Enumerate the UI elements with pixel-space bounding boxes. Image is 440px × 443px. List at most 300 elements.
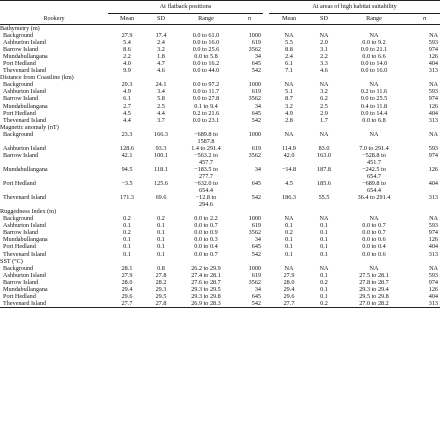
sd-cell: NA — [319, 32, 329, 40]
mean-cell: 42.1 — [121, 151, 133, 159]
n-cell: NA — [429, 32, 438, 40]
rookery-name: Mundabullangana — [3, 236, 48, 244]
sd-cell: 6.2 — [320, 95, 328, 103]
table-row — [0, 194, 440, 208]
range-cell: 0.0 to 16.0 — [192, 39, 220, 47]
table-row — [0, 103, 440, 110]
rookery-name: Background — [3, 81, 34, 89]
n-cell: 126 — [428, 236, 438, 244]
range-cell: 0.0 to 0.7 — [194, 250, 218, 258]
range-cell: 27.6 to 28.7 — [191, 278, 221, 286]
table-row — [0, 46, 440, 53]
sd-cell: 29.5 — [155, 292, 167, 300]
table-row — [0, 286, 440, 293]
range-cell: 27.8 to 28.7 — [359, 278, 389, 286]
table-row — [0, 88, 440, 95]
range-cell: −12.8 to 294.6 — [195, 194, 217, 209]
sd-cell: 2.9 — [320, 109, 328, 117]
mean-cell: 0.2 — [123, 229, 131, 237]
mean-cell: 0.1 — [285, 250, 293, 258]
range-cell: NA — [369, 264, 379, 272]
mean-cell: 0.1 — [123, 222, 131, 230]
mean-cell: 0.2 — [123, 215, 131, 223]
mean-cell: 4.5 — [123, 109, 131, 117]
mean-cell: 186.3 — [282, 194, 296, 202]
n-cell: 34 — [254, 165, 261, 173]
range-cell: 0.2 to 21.6 — [192, 109, 220, 117]
range-cell: 0.0 to 14.4 — [360, 109, 388, 117]
sd-cell: 0.1 — [157, 229, 165, 237]
mean-cell: 4.0 — [123, 60, 131, 68]
section-header-row — [0, 25, 440, 33]
sd-cell: NA — [319, 264, 329, 272]
mean-cell: 4.9 — [123, 88, 131, 96]
n-cell: 34 — [254, 53, 261, 61]
sd-cell: 0.1 — [320, 229, 328, 237]
sd-cell: 118.1 — [154, 165, 168, 173]
mean-cell: NA — [284, 32, 294, 40]
mean-cell: 0.1 — [123, 236, 131, 244]
table-row — [0, 81, 440, 88]
sd-cell: 0.2 — [320, 278, 328, 286]
sd-cell: 3.7 — [157, 116, 165, 124]
rookery-name: Ashburton Island — [3, 39, 46, 47]
sd-cell: 4.4 — [157, 109, 165, 117]
mean-cell: 2.7 — [123, 102, 131, 110]
mean-cell: 94.5 — [121, 165, 133, 173]
n-cell: 404 — [428, 60, 438, 68]
rookery-name: Mundabullangana — [3, 165, 48, 173]
table-body — [0, 25, 440, 308]
section-title: Distance from Coastline (km) — [0, 74, 74, 82]
n-cell: 645 — [251, 109, 261, 117]
section-header-row — [0, 258, 440, 265]
mean-cell: 6.1 — [123, 95, 131, 103]
mean-cell: 0.2 — [285, 229, 293, 237]
mean-cell: −3.5 — [121, 180, 133, 188]
mean-cell: −14.8 — [281, 165, 297, 173]
n-cell: 619 — [251, 39, 261, 47]
range-cell: 0.0 to 16.0 — [360, 67, 388, 75]
sd-cell: 187.8 — [317, 165, 331, 173]
table-row — [0, 265, 440, 272]
range-cell: 26.2 to 29.9 — [191, 264, 221, 272]
n-cell: NA — [429, 81, 438, 89]
n-cell: 593 — [428, 39, 438, 47]
sd-cell: NA — [319, 215, 329, 223]
range-cell: 0.0 to 14.0 — [360, 60, 388, 68]
range-cell: 0.0 to 0.7 — [194, 222, 218, 230]
n-cell: 542 — [236, 300, 263, 308]
table-row — [0, 243, 440, 250]
n-cell: 542 — [251, 116, 261, 124]
sd-cell: 29.3 — [155, 285, 167, 293]
group-header-row — [0, 1, 440, 14]
n-cell: 1000 — [248, 81, 261, 89]
sd-cell: 2.5 — [157, 102, 165, 110]
rookery-name: Barrow Island — [3, 229, 39, 237]
range-cell: 0.0 to 11.7 — [192, 88, 220, 96]
sd-cell: 1.7 — [320, 116, 328, 124]
range-cell: −689.8 to 654.4 — [362, 180, 386, 195]
range-cell: 27.0 to 28.2 — [339, 300, 409, 308]
sd-cell: 83.0 — [318, 144, 330, 152]
sd-cell: 125.6 — [154, 180, 168, 188]
n-cell: 3562 — [248, 95, 261, 103]
range-cell: 0.0 to 0.4 — [362, 243, 386, 251]
range-cell: NA — [369, 130, 379, 138]
mean-cell: 27.9 — [121, 32, 133, 40]
sd-cell: 3.1 — [320, 46, 328, 54]
mean-cell: 0.1 — [285, 236, 293, 244]
section-header-row — [0, 124, 440, 131]
table-row — [0, 152, 440, 166]
sd-cell: 185.6 — [317, 180, 331, 188]
n-cell: NA — [429, 215, 438, 223]
group-header-high-suitability: At areas of high habitat suitability — [269, 1, 440, 14]
mean-cell: 4.4 — [123, 116, 131, 124]
n-cell: 619 — [251, 271, 261, 279]
mean-cell: 28.0 — [121, 278, 133, 286]
mean-cell: 128.6 — [120, 144, 134, 152]
sd-cell: 3.2 — [320, 88, 328, 96]
rookery-name: Thevenard Island — [0, 300, 108, 308]
n-cell: 3562 — [248, 278, 261, 286]
sd-cell: 166.3 — [154, 130, 168, 138]
mean-cell: 5.4 — [123, 39, 131, 47]
sd-cell: 27.8 — [155, 271, 167, 279]
table-row — [0, 95, 440, 102]
range-cell: 0.0 to 25.5 — [360, 95, 388, 103]
n-cell: 34 — [254, 236, 261, 244]
n-cell: 593 — [428, 88, 438, 96]
n-cell: 974 — [428, 278, 438, 286]
n-cell: 542 — [251, 194, 261, 202]
mean-cell: 5.5 — [285, 39, 293, 47]
sd-cell: 93.3 — [155, 144, 167, 152]
mean-cell: NA — [284, 215, 294, 223]
n-cell: NA — [429, 264, 438, 272]
n-cell: 404 — [428, 109, 438, 117]
n-cell: 1000 — [248, 215, 261, 223]
mean-cell: 23.3 — [121, 130, 133, 138]
table-row — [0, 117, 440, 124]
range-cell: −563.2 to 457.7 — [194, 151, 218, 166]
n-cell: 542 — [251, 250, 261, 258]
mean-cell: 27.7 — [108, 300, 146, 308]
column-header-row — [0, 14, 440, 25]
sd-cell: 5.8 — [157, 95, 165, 103]
n-cell: 542 — [251, 67, 261, 75]
n-cell: 645 — [251, 180, 261, 188]
rookery-name: Background — [3, 32, 34, 40]
range-cell: 0.0 to 27.8 — [192, 95, 220, 103]
mean-cell: 2.2 — [123, 53, 131, 61]
rookery-name: Thevenard Island — [3, 116, 47, 124]
rookery-name: Mundabullangana — [3, 285, 48, 293]
table-row — [0, 131, 440, 145]
n-cell: 974 — [428, 229, 438, 237]
table-row — [0, 67, 440, 74]
n-cell: 126 — [428, 53, 438, 61]
mean-cell: 28.1 — [121, 264, 133, 272]
n-cell: 313 — [428, 194, 438, 202]
mean-cell: 4.9 — [285, 109, 293, 117]
sd-cell: 69.6 — [155, 194, 167, 202]
n-cell: 1000 — [248, 130, 261, 138]
range-cell: −689.8 to 1587.8 — [194, 130, 218, 145]
rookery-name: Port Hedland — [3, 292, 36, 300]
range-cell: 1.4 to 291.4 — [191, 144, 221, 152]
range-cell: NA — [369, 215, 379, 223]
sd-cell: 0.8 — [157, 264, 165, 272]
range-cell: 0.0 to 61.0 — [192, 32, 220, 40]
range-cell: 0.0 to 97.2 — [192, 81, 220, 89]
table-row — [0, 279, 440, 286]
table-row — [0, 60, 440, 67]
sd-cell: 0.1 — [320, 271, 328, 279]
table-row — [0, 272, 440, 279]
n-cell: 34 — [254, 102, 261, 110]
rookery-name: Ashburton Island — [3, 271, 46, 279]
sd-cell: 55.5 — [318, 194, 330, 202]
sd-cell: 4.7 — [157, 60, 165, 68]
range-cell: −183.5 to 277.7 — [194, 165, 218, 180]
range-cell: 0.0 to 0.9 — [194, 229, 218, 237]
table-row — [0, 166, 440, 180]
mean-cell: 5.1 — [285, 88, 293, 96]
mean-cell: 29.3 — [121, 81, 133, 89]
rookery-name: Mundabullangana — [3, 102, 48, 110]
n-cell: 313 — [428, 116, 438, 124]
mean-cell: NA — [284, 81, 294, 89]
n-cell: 404 — [428, 180, 438, 188]
rookery-name: Thevenard Island — [3, 194, 47, 202]
table-row — [0, 145, 440, 152]
rookery-name: Barrow Island — [3, 151, 39, 159]
sd-cell: 27.8 — [146, 300, 176, 308]
range-cell: 0.0 to 5.8 — [194, 53, 218, 61]
n-cell: 593 — [428, 271, 438, 279]
range-cell: 0.1 to 9.4 — [194, 102, 218, 110]
sd-cell: 17.4 — [155, 32, 167, 40]
rookery-name: Port Hedland — [3, 109, 36, 117]
sd-cell: 2.4 — [157, 39, 165, 47]
sd-cell: 3.3 — [320, 60, 328, 68]
sd-cell: 24.1 — [155, 81, 167, 89]
n-cell: 313 — [428, 250, 438, 258]
mean-cell: 3.2 — [285, 102, 293, 110]
table-row — [0, 251, 440, 258]
col-header-mean: Mean — [108, 14, 146, 25]
sd-cell: 3.4 — [157, 88, 165, 96]
sd-cell: 2.5 — [320, 102, 328, 110]
mean-cell: NA — [284, 130, 294, 138]
sd-cell: 0.2 — [157, 215, 165, 223]
table-row — [0, 180, 440, 194]
table-row — [0, 215, 440, 222]
range-cell: 7.0 to 291.4 — [359, 144, 389, 152]
n-cell: 126 — [428, 285, 438, 293]
mean-cell: 0.1 — [123, 250, 131, 258]
rookery-name: Ashburton Island — [3, 144, 46, 152]
mean-cell: 9.9 — [123, 67, 131, 75]
range-cell: 0.4 to 11.8 — [360, 102, 388, 110]
range-cell: 0.0 to 2.2 — [194, 215, 218, 223]
range-cell: 36.4 to 291.4 — [357, 194, 391, 202]
rookery-name: Mundabullangana — [3, 53, 48, 61]
range-cell: −632.0 to 654.4 — [194, 180, 218, 195]
col-header-n: n — [409, 14, 440, 25]
n-cell: 3562 — [248, 46, 261, 54]
mean-cell: 2.8 — [285, 116, 293, 124]
sd-cell: 3.2 — [157, 46, 165, 54]
n-cell: 404 — [428, 292, 438, 300]
mean-cell: 8.7 — [285, 95, 293, 103]
range-cell: 0.0 to 0.6 — [362, 236, 386, 244]
mean-cell: 171.3 — [120, 194, 134, 202]
sd-cell: NA — [319, 81, 329, 89]
sd-cell: 28.2 — [155, 278, 167, 286]
col-header-sd: SD — [309, 14, 339, 25]
mean-cell: 8.6 — [123, 46, 131, 54]
sd-cell: 4.6 — [320, 67, 328, 75]
sd-cell: 2.0 — [320, 39, 328, 47]
section-header-row — [0, 208, 440, 215]
section-title: Ruggedness Index (m) — [0, 208, 57, 216]
sd-cell: 4.6 — [157, 67, 165, 75]
sd-cell: 100.1 — [154, 151, 168, 159]
rookery-name: Ashburton Island — [3, 222, 46, 230]
mean-cell: 27.9 — [283, 271, 295, 279]
mean-cell: 28.0 — [283, 278, 295, 286]
n-cell: 619 — [251, 144, 261, 152]
mean-cell: 4.5 — [285, 180, 293, 188]
table-row — [0, 236, 440, 243]
range-cell: −528.8 to 451.7 — [362, 151, 386, 166]
sd-cell: 0.1 — [320, 243, 328, 251]
rookery-name: Ashburton Island — [3, 88, 46, 96]
range-cell: 0.0 to 9.2 — [362, 39, 386, 47]
col-header-rookery: Rookery — [0, 14, 108, 25]
table-row — [0, 39, 440, 46]
mean-cell: 0.1 — [123, 243, 131, 251]
range-cell: 29.3 to 29.8 — [191, 292, 221, 300]
range-cell: 0.0 to 6.6 — [362, 53, 386, 61]
section-title: Bathymetry (m) — [0, 25, 40, 32]
n-cell: 3562 — [248, 151, 261, 159]
sd-cell: 0.1 — [157, 250, 165, 258]
rookery-name: Thevenard Island — [3, 67, 47, 75]
range-cell: 0.0 to 44.0 — [192, 67, 220, 75]
n-cell: 126 — [428, 102, 438, 110]
sd-cell: 2.2 — [320, 53, 328, 61]
rookery-name: Barrow Island — [3, 46, 39, 54]
sd-cell: 0.1 — [157, 243, 165, 251]
n-cell: 619 — [251, 88, 261, 96]
range-cell: 27.4 to 28.1 — [191, 271, 221, 279]
section-header-row — [0, 74, 440, 81]
sd-cell: 0.1 — [320, 292, 328, 300]
mean-cell: 0.1 — [285, 243, 293, 251]
group-header-flatback: At flatback positions — [108, 1, 263, 14]
section-title: Magnetic anomaly (nT) — [0, 123, 59, 131]
range-cell: 29.5 to 29.8 — [359, 292, 389, 300]
n-cell: 619 — [251, 222, 261, 230]
n-cell: 3562 — [248, 229, 261, 237]
mean-cell: 2.4 — [285, 53, 293, 61]
n-cell: 34 — [254, 285, 261, 293]
col-header-sd: SD — [146, 14, 176, 25]
range-cell: 0.0 to 0.7 — [362, 222, 386, 230]
rookery-name: Barrow Island — [3, 278, 39, 286]
n-cell: 313 — [409, 300, 440, 308]
mean-cell: 114.9 — [282, 144, 296, 152]
n-cell: 1000 — [248, 32, 261, 40]
rookery-name: Background — [3, 130, 34, 138]
mean-cell: 29.6 — [121, 292, 133, 300]
col-header-range: Range — [339, 14, 409, 25]
table-row — [0, 300, 440, 308]
sd-cell: 0.1 — [320, 285, 328, 293]
section-title: SST (°C) — [0, 257, 23, 265]
range-cell: 0.0 to 0.3 — [194, 236, 218, 244]
mean-cell: 29.4 — [283, 285, 295, 293]
rookery-name: Thevenard Island — [3, 250, 47, 258]
table-row — [0, 293, 440, 300]
sd-cell: 0.1 — [157, 236, 165, 244]
n-cell: 974 — [428, 151, 438, 159]
n-cell: 126 — [428, 165, 438, 173]
mean-cell: NA — [284, 264, 294, 272]
sd-cell: 0.2 — [309, 300, 339, 308]
table-row — [0, 110, 440, 117]
sd-cell: 1.8 — [157, 53, 165, 61]
col-header-mean: Mean — [269, 14, 309, 25]
mean-cell: 29.6 — [283, 292, 295, 300]
range-cell: 0.0 to 16.2 — [192, 60, 220, 68]
mean-cell: 42.0 — [283, 151, 295, 159]
mean-cell: 0.1 — [285, 222, 293, 230]
sd-cell: 0.1 — [320, 222, 328, 230]
sd-cell: 0.1 — [320, 236, 328, 244]
range-cell: 29.3 to 29.4 — [359, 285, 389, 293]
table-row — [0, 229, 440, 236]
range-cell: 0.0 to 0.4 — [194, 243, 218, 251]
rookery-name: Barrow Island — [3, 95, 39, 103]
range-cell: 29.3 to 29.5 — [191, 285, 221, 293]
mean-cell: 29.4 — [121, 285, 133, 293]
mean-cell: 6.1 — [285, 60, 293, 68]
n-cell: 593 — [428, 222, 438, 230]
table-row — [0, 222, 440, 229]
range-cell: 0.0 to 23.1 — [192, 116, 220, 124]
rookery-name: Port Hedland — [3, 60, 36, 68]
range-cell: −242.5 to 654.7 — [362, 165, 386, 180]
rookery-name: Background — [3, 264, 34, 272]
n-cell: 974 — [428, 46, 438, 54]
range-cell: NA — [369, 81, 379, 89]
n-cell: 313 — [428, 67, 438, 75]
n-cell: 593 — [428, 144, 438, 152]
range-cell: 0.0 to 21.1 — [360, 46, 388, 54]
sd-cell: 163.0 — [317, 151, 331, 159]
rookery-name: Background — [3, 215, 34, 223]
rookery-name: Port Hedland — [3, 180, 36, 188]
range-cell: 26.9 to 28.3 — [176, 300, 236, 308]
col-header-n: n — [236, 14, 263, 25]
n-cell: 1000 — [248, 264, 261, 272]
